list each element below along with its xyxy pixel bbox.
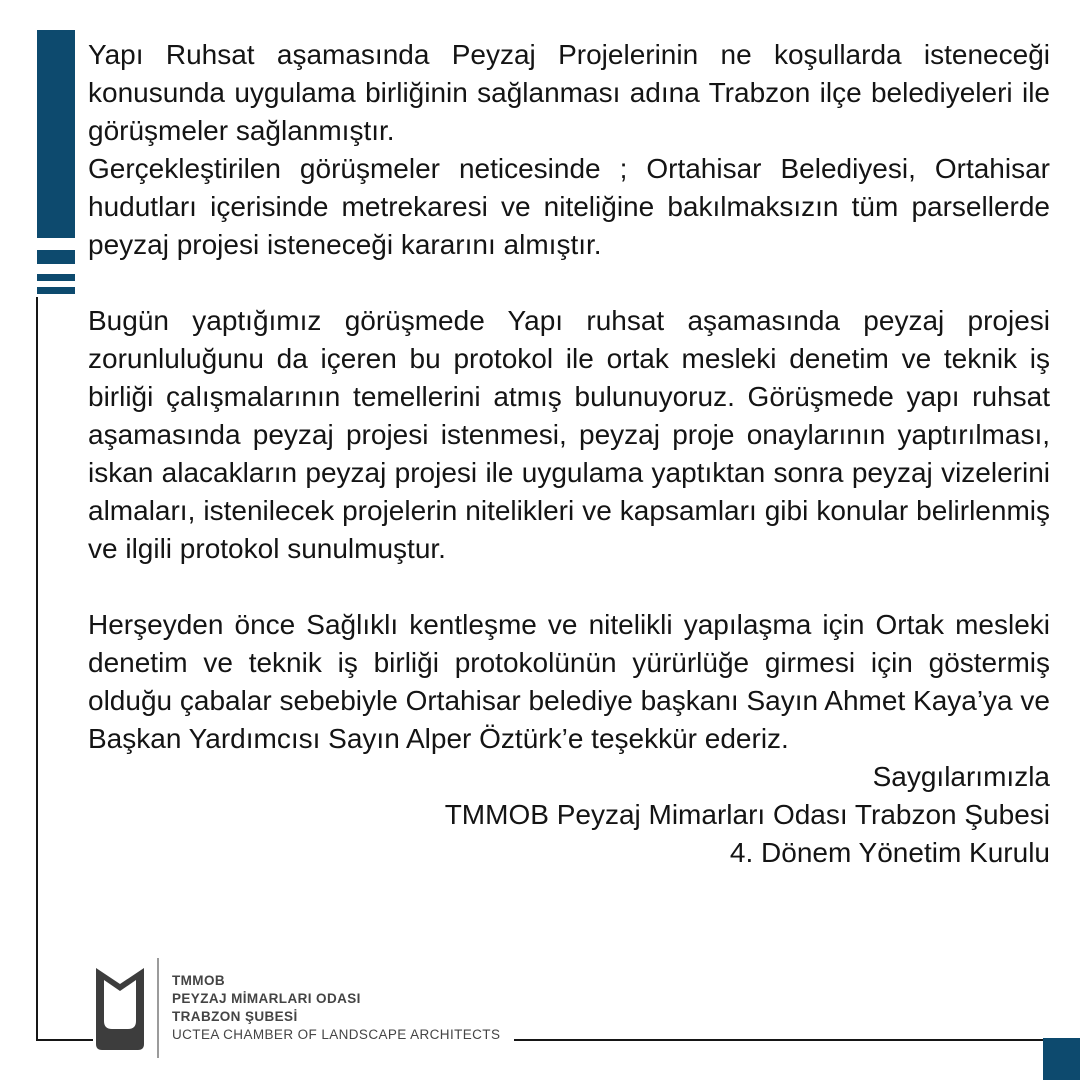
signoff-board: 4. Dönem Yönetim Kurulu [729, 837, 1050, 868]
paragraph-2: Gerçekleştirilen görüşmeler neticesinde ; Ortahisar Belediyesi, Ortahisar hudutları içerisinde metrekaresi ve niteliğine bakılmaksızın tüm parsellerde peyzaj projesi isteneceği kararını almıştır. [88, 153, 1050, 260]
paragraph-3: Bugün yaptığımız görüşmede Yapı ruhsat aşamasında peyzaj projesi zorunluluğunu da içeren bu protokol ile ortak mesleki denetim ve teknik iş birliği çalışmalarının temellerini atmış bulunuyoruz. Görüşmede yapı ruhsat aşamasında peyzaj projesi istenmesi, peyzaj proje onaylarının yaptırılması, iskan alacakların peyzaj projesi ile uygulama yaptıktan sonra peyzaj vizelerini almaları, istenilecek projelerin nitelikleri ve kapsamları gibi konular belirlenmiş ve ilgili protokol sunulmuştur. [88, 305, 1050, 564]
paragraph-4: Herşeyden önce Sağlıklı kentleşme ve nitelikli yapılaşma için Ortak mesleki denetim ve teknik iş birliği protokolünün yürürlüğe girmesi için göstermiş olduğu çabalar sebebiyle Ortahisar belediye başkanı Sayın Ahmet Kaya’ya ve Başkan Yardımcısı Sayın Alper Öztürk’e teşekkür ederiz. [88, 609, 1050, 754]
accent-bar-medium [37, 250, 75, 264]
footer-org-name-tr-2: PEYZAJ MİMARLARI ODASI [172, 991, 361, 1006]
footer-org-name-tr-3: TRABZON ŞUBESİ [172, 1009, 298, 1024]
left-frame-line [36, 297, 38, 1039]
footer-org-text [172, 972, 500, 1044]
accent-line-1 [37, 274, 75, 281]
paragraph-1: Yapı Ruhsat aşamasında Peyzaj Projelerinin ne koşullarda isteneceği konusunda uygulama birliğinin sağlanması adına Trabzon ilçe belediyeleri ile görüşmeler sağlanmıştır. [88, 39, 1050, 146]
accent-line-2 [37, 287, 75, 294]
corner-accent-square [1043, 1038, 1080, 1080]
footer-org-name-tr-1: TMMOB [172, 973, 225, 988]
signoff-regards: Saygılarımızla [872, 761, 1050, 792]
body-text-block [88, 36, 1050, 872]
footer-divider [157, 958, 159, 1058]
tmmob-logo-icon [93, 963, 147, 1053]
accent-bar-large [37, 30, 75, 238]
signoff-block [88, 758, 1050, 872]
footer-logo-group [93, 958, 514, 1058]
footer-org-name-en: UCTEA CHAMBER OF LANDSCAPE ARCHITECTS [172, 1027, 501, 1042]
signoff-organization: TMMOB Peyzaj Mimarları Odası Trabzon Şubesi [444, 799, 1050, 830]
